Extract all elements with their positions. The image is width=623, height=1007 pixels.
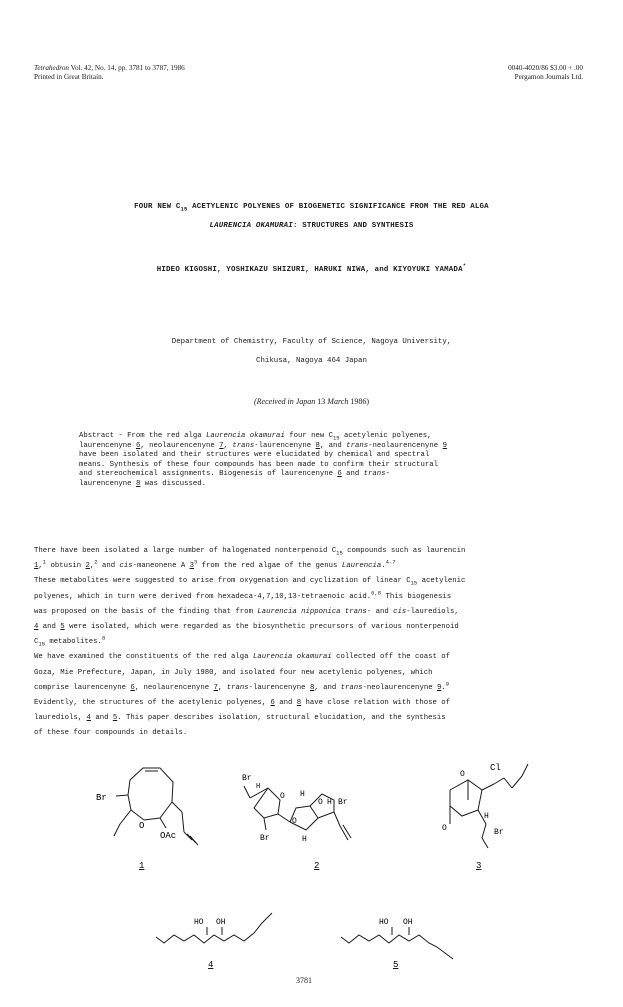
journal-name: Tetrahedron <box>34 64 70 72</box>
abstract-line: laurencenyne 8 was discussed. <box>79 479 207 488</box>
abstract-line: means. Synthesis of these four compounds has been made to confirm their structural <box>79 460 439 469</box>
structure-2-number: 2 <box>314 861 320 870</box>
s2-label: Br <box>338 798 348 807</box>
journal-volume: Vol. 42, No. 14, pp. 3781 to 3787, 1986 <box>69 64 185 72</box>
structure-1-number: 1 <box>139 861 145 870</box>
structure-3-number: 3 <box>476 861 482 870</box>
article-code: 0040-4020/86 $3.00 + .00 <box>508 64 583 72</box>
abstract-line: have been isolated and their structures were elucidated by chemical and spectral <box>79 451 430 460</box>
s3-label: Cl <box>490 763 501 773</box>
body-line: comprise laurencenyne 6, neolaurencenyne 7, trans-laurencenyne 8, and trans-neolaurencenyne 9.$^9$ <box>34 680 450 692</box>
body-line: laurediols, 4 and 5. This paper describes isolation, structural elucidation, and the synthesis <box>34 714 446 723</box>
body-line: Evidently, the structures of the acetylenic polyenes, 6 and 8 have close relation with those of <box>34 699 451 708</box>
s3-label: O <box>442 824 447 833</box>
s2-label: Br <box>260 834 270 843</box>
s3-label: H <box>484 812 489 821</box>
received-date: (Received in Japan 13 March 1986) <box>253 397 369 406</box>
body-line: was proposed on the basis of the finding that from Laurencia nipponica trans- and cis-laurediols, <box>34 607 459 616</box>
page-number: 3781 <box>296 976 312 985</box>
s2-label: H <box>256 783 261 791</box>
body-line: $C_{15}$ metabolites.$^8$ <box>34 634 106 648</box>
abstract-line: Abstract - From the red alga Laurencia okamurai four new $C_{15}$ acetylenic polyenes, <box>79 432 432 442</box>
s1-label: Br <box>96 793 107 803</box>
s1-label: O <box>139 821 145 831</box>
body-line: We have examined the constituents of the red alga Laurencia okamurai collected off the coast of <box>34 653 451 662</box>
body-line: There have been isolated a large number of halogenated nonterpenoid $C_{15}$ compounds such as laurencin <box>34 547 466 557</box>
affiliation-line-2: Chikusa, Nagoya 464 Japan <box>256 357 367 365</box>
s2-label: O <box>292 817 297 826</box>
structure-4-number: 4 <box>208 960 214 970</box>
body-line: These metabolites were suggested to arise from oxygenation and cyclization of linear $C_{15}$ acetylenic <box>34 577 466 587</box>
paper-title-line-2: LAURENCIA OKAMURAI: STRUCTURES AND SYNTHESIS <box>209 222 414 230</box>
s4-label: HO <box>194 918 204 927</box>
s2-label: H <box>300 790 305 799</box>
affiliation-line-1: Department of Chemistry, Faculty of Science, Nagoya University, <box>171 338 452 346</box>
s2-label: H <box>327 798 332 807</box>
structure-5-cis-laurediol <box>335 905 465 975</box>
journal-citation <box>34 64 185 73</box>
abstract-line: and stereochemical assignments. Biogenesis of laurencenyne 6 and trans- <box>79 470 390 479</box>
authors: HIDEO KIGOSHI, YOSHIKAZU SHIZURI, HARUKI NIWA, and KIYOYUKI YAMADA* <box>156 262 467 274</box>
s2-label: O <box>280 792 285 801</box>
body-line: 4 and 5 were isolated, which were regarded as the biosynthetic precursors of various nonterpenoid <box>34 623 459 632</box>
abstract <box>79 432 447 490</box>
body-line: of these four compounds in details. <box>34 729 188 738</box>
body-text <box>34 544 594 742</box>
publisher: Pergamon Journals Ltd. <box>514 73 583 81</box>
s1-label: OAc <box>160 831 177 841</box>
structure-1-laurencin <box>88 750 198 870</box>
s3-label: O <box>460 770 465 779</box>
s3-label: Br <box>494 828 504 837</box>
body-line: 1,$^1$ obtusin 2,$^2$ and cis-maneonene A $3^3$ from the red algae of the genus Laurencia.$^{4-7}$ <box>34 558 396 571</box>
s4-label: OH <box>216 918 226 927</box>
structure-4-trans-laurediol <box>150 905 280 975</box>
s5-label: OH <box>403 918 413 927</box>
s2-label: Br <box>242 774 252 783</box>
abstract-line: laurencenyne 6, neolaurencenyne 7, trans-laurencenyne 8, and trans-neolaurencenyne 9 <box>79 441 447 450</box>
body-line: polyenes, which in turn were derived from hexadeca-4,7,10,13-tetraenoic acid.$^{6,8}$ This biogenesis <box>34 589 452 601</box>
s2-label: O <box>318 798 323 807</box>
body-line: Goza, Mie Prefecture, Japan, in July 1980, and isolated four new acetylenic polyenes, which <box>34 668 433 677</box>
structure-5-number: 5 <box>393 960 399 970</box>
printed-note: Printed in Great Britain. <box>34 73 104 81</box>
structure-3-maneonene <box>420 750 530 870</box>
s5-label: HO <box>379 918 389 927</box>
s2-label: H <box>302 835 307 844</box>
structure-2-obtusin <box>230 750 360 870</box>
paper-title-line-1: FOUR NEW $C_{15}$ ACETYLENIC POLYENES OF BIOGENETIC SIGNIFICANCE FROM THE RED ALGA <box>134 203 489 213</box>
